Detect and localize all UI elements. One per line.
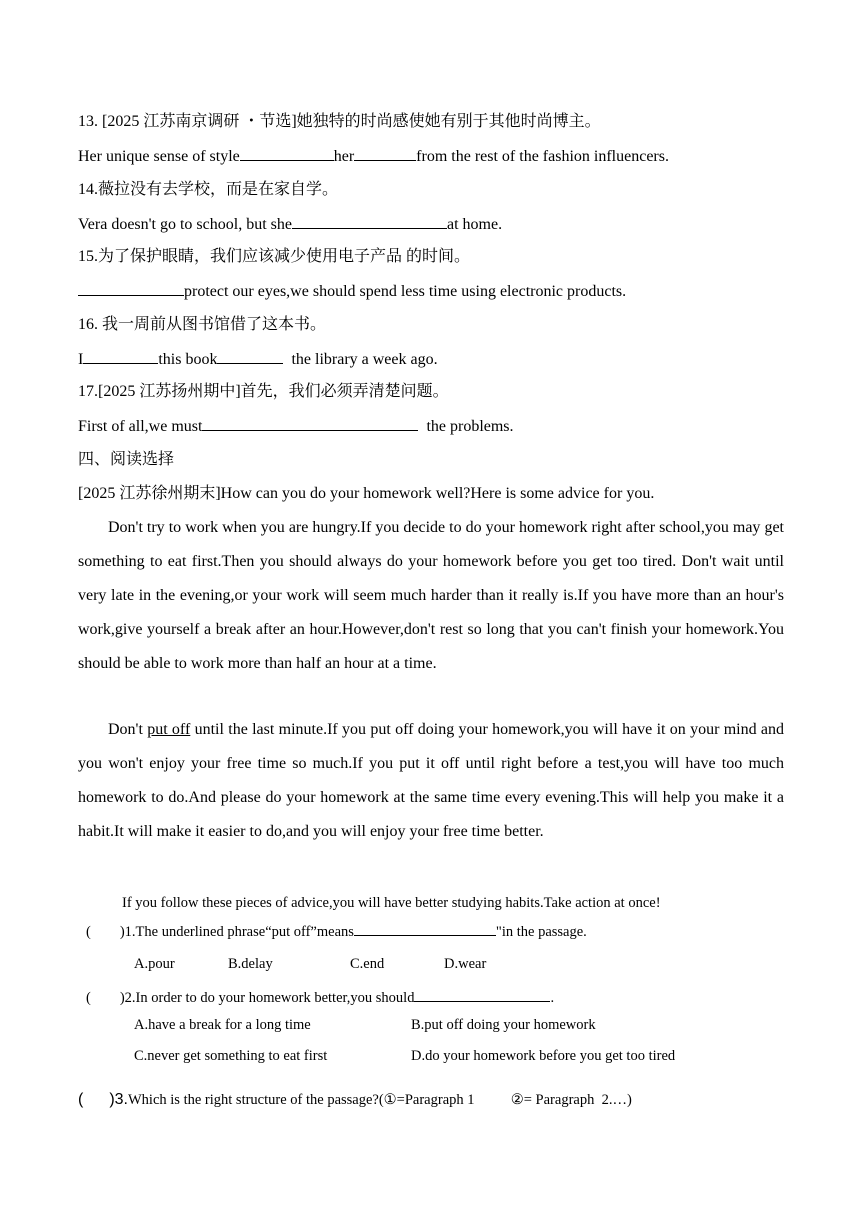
q14-chinese: 14.薇拉没有去学校，而是在家自学。 (78, 181, 339, 198)
paragraph-2-start: Don't (108, 721, 148, 738)
q15-chinese: 15.为了保护眼睛，我们应该减少使用电子产品 的时间。 (78, 248, 471, 265)
q13-blank-1[interactable] (240, 146, 334, 161)
q14-text-b: at home. (446, 216, 503, 233)
q14-blank[interactable] (292, 214, 447, 229)
reading-intro: [2025 江苏徐州期末]How can you do your homework well?Here is some advice for you. (78, 485, 655, 502)
q17-chinese: 17.[2025 江苏扬州期中]首先，我们必须弄清楚问题。 (78, 383, 449, 400)
q1-answer-paren[interactable]: ( ) (86, 924, 125, 940)
q16-blank-1[interactable] (83, 349, 158, 364)
q14-english (78, 214, 502, 235)
q17-text-b: the problems. (426, 418, 514, 435)
question-3 (78, 1090, 632, 1110)
paragraph-3: If you follow these pieces of advice,you will have better studying habits.Take action at once! (122, 895, 661, 911)
q3-stem: Which is the right structure of the passage?(①=Paragraph 1 ②= Paragraph 2.…) (128, 1092, 632, 1108)
q2-blank (414, 989, 550, 1002)
q1-blank (354, 923, 496, 936)
paragraph-1: Don't try to work when you are hungry.If you decide to do your homework right after school,you may get something to eat first.Then you should always do your homework before you get too tired. Don't wait until very late in the evening,or your work will seem much harder than it really is.If you have more than an hour's work,give yourself a break after an hour.However,don't rest so long that you can't finish your homework.You should be able to work more than half an hour at a time. (78, 519, 784, 672)
q15-text: protect our eyes,we should spend less time using electronic products. (184, 283, 627, 300)
q16-chinese: 16. 我一周前从图书馆借了这本书。 (78, 316, 327, 333)
q16-text-c: the library a week ago. (291, 351, 438, 368)
q13-chinese: 13. [2025 江苏南京调研 ・节选]她独特的时尚感使她有别于其他时尚博主。 (78, 113, 601, 130)
q1-option-a[interactable]: A.pour (134, 956, 175, 972)
q17-english (78, 416, 514, 437)
q2-option-c[interactable]: C.never get something to eat first (134, 1048, 328, 1064)
q15-blank[interactable] (78, 281, 184, 296)
paragraph-2-rest: until the last minute.If you put off doing your homework,you will have it on your mind and you won't enjoy your free time so much.If you put it off until right before a test,you will have too much homework to do.And please do your homework at the same time every evening.This will help you make it a habit.It will make it easier to do,and you will enjoy your free time better. (78, 721, 785, 840)
q15-english (78, 281, 626, 302)
q2-option-a[interactable]: A.have a break for a long time (134, 1017, 311, 1033)
q3-paren-close: )3. (109, 1091, 128, 1108)
q16-blank-2[interactable] (217, 349, 283, 364)
q14-text-a: Vera doesn't go to school, but she (78, 216, 292, 233)
q13-text-b: her (333, 148, 355, 165)
q17-blank[interactable] (202, 416, 418, 431)
q3-paren-open[interactable]: ( (78, 1091, 84, 1108)
q13-text-c: from the rest of the fashion influencers. (416, 148, 669, 165)
paragraph-2 (78, 713, 784, 849)
q17-text-a: First of all,we must (78, 418, 203, 435)
q16-text-a: I (78, 351, 84, 368)
q2-stem-a: 2.In order to do your homework better,you should (124, 990, 415, 1006)
q2-option-b[interactable]: B.put off doing your homework (411, 1017, 596, 1033)
q1-option-b[interactable]: B.delay (228, 956, 273, 972)
q1-stem-b: "in the passage. (495, 924, 587, 940)
section-title: 四、阅读选择 (78, 451, 175, 468)
q13-blank-2[interactable] (354, 146, 416, 161)
q13-text-a: Her unique sense of style (78, 148, 240, 165)
question-1 (86, 922, 587, 942)
q1-stem-a: 1.The underlined phrase“put off”means (124, 924, 354, 940)
q16-english (78, 349, 438, 370)
q16-text-b: this book (158, 351, 218, 368)
q1-option-c[interactable]: C.end (350, 956, 385, 972)
question-2 (86, 988, 554, 1008)
q2-option-d[interactable]: D.do your homework before you get too tired (411, 1048, 676, 1064)
underlined-phrase: put off (147, 721, 191, 738)
q13-english (78, 146, 669, 167)
q1-option-d[interactable]: D.wear (444, 956, 487, 972)
q2-answer-paren[interactable]: ( ) (86, 990, 125, 1006)
q2-stem-b: . (550, 990, 555, 1006)
